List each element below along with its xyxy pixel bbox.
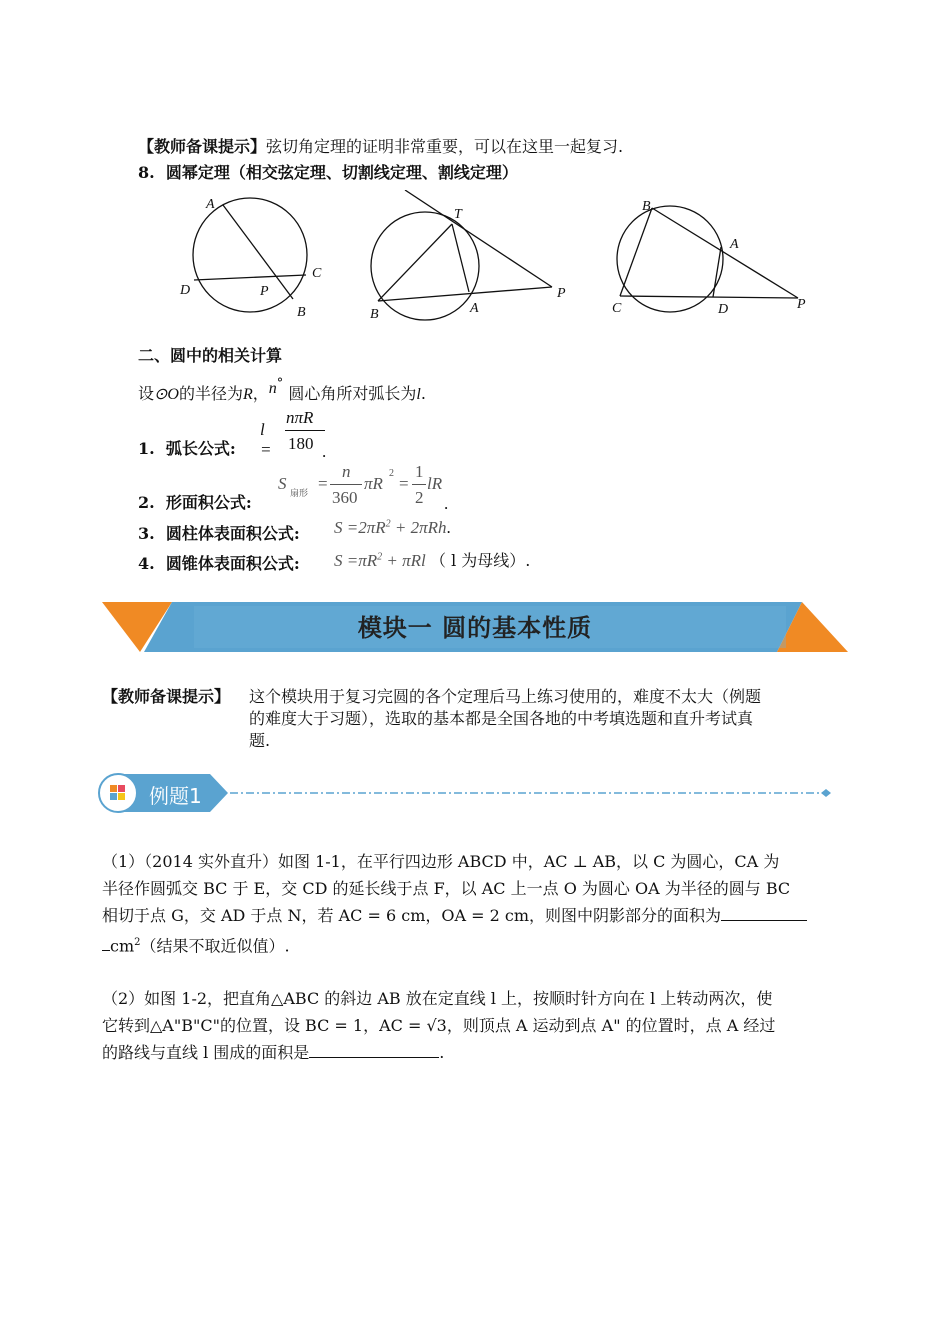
fig1-label-p: P bbox=[260, 284, 269, 299]
circle-power-figures bbox=[160, 190, 860, 330]
arc-formula-end: . bbox=[322, 442, 327, 461]
arc-formula-fraction-bar bbox=[285, 430, 325, 431]
sector-numerator-2: 1 bbox=[415, 462, 424, 481]
cylinder-area-formula bbox=[334, 518, 451, 538]
formula-3-number: 3. bbox=[138, 524, 155, 543]
cylinder-sup: 2 bbox=[385, 518, 391, 530]
problem-1-note: （结果不取近似值）. bbox=[140, 936, 290, 956]
problem-2-end: . bbox=[439, 1043, 445, 1062]
arc-formula-numerator: nπR bbox=[286, 408, 314, 427]
problem-2-line-3 bbox=[102, 1039, 862, 1066]
formula-2-label bbox=[138, 492, 252, 514]
arc-formula-denominator: 180 bbox=[288, 434, 314, 453]
sector-denominator-2: 2 bbox=[415, 488, 424, 507]
sector-denominator-1: 360 bbox=[332, 488, 358, 507]
problem-2-line-1: （2）如图 1-2，把直角△ABC 的斜边 AB 放在定直线 l 上，按顺时针方向在 l 上转动两次，使 bbox=[102, 989, 773, 1008]
fig1-label-b: B bbox=[297, 305, 306, 320]
problem-1-line-2: 半径作圆弧交 BC 于 E，交 CD 的延长线于点 F，以 AC 上一点 O 为圆心 OA 为半径的圆与 BC bbox=[102, 879, 791, 898]
intro-post: 圆心角所对弧长为 bbox=[288, 384, 417, 403]
fig3-label-c: C bbox=[612, 301, 622, 316]
cone-part-a: S =πR bbox=[334, 551, 378, 570]
intro-circle-o: ⊙O bbox=[154, 386, 179, 403]
cylinder-part-a: S =2πR bbox=[334, 518, 386, 537]
fig3-label-d: D bbox=[718, 302, 729, 317]
fig3-label-b: B bbox=[642, 199, 651, 214]
cone-note: （ l 为母线）. bbox=[429, 551, 531, 570]
problem-1-answer-blank[interactable] bbox=[721, 904, 807, 921]
cylinder-end: . bbox=[446, 518, 451, 537]
sector-eq-2: = bbox=[399, 474, 409, 493]
formula-4-number: 4. bbox=[138, 554, 155, 573]
intro-n: n bbox=[268, 380, 277, 397]
sector-fraction-bar-2 bbox=[412, 484, 426, 485]
problem-2-line-3-text: 的路线与直线 l 围成的面积是 bbox=[102, 1043, 310, 1062]
sector-sup: 2 bbox=[389, 468, 394, 479]
problem-1-line-4 bbox=[102, 929, 862, 959]
tip-label: 【教师备课提示】 bbox=[138, 137, 267, 156]
arc-formula-lhs: l = bbox=[260, 420, 272, 459]
section-8-title: 圆幂定理（相交弦定理、切割线定理、割线定理） bbox=[165, 163, 518, 182]
problem-1-line-1: （1）（2014 实外直升）如图 1-1，在平行四边形 ABCD 中，AC ⊥ AB，以 C 为圆心，CA 为 bbox=[102, 852, 780, 871]
fig2-label-p: P bbox=[557, 286, 566, 301]
fig2-label-t: T bbox=[454, 207, 462, 222]
intro-mid: 的半径为 bbox=[178, 384, 243, 403]
fig1-label-d: D bbox=[180, 283, 191, 298]
problem-1-unit-sup: 2 bbox=[134, 937, 141, 948]
tip-text: 弦切角定理的证明非常重要，可以在这里一起复习. bbox=[266, 137, 624, 156]
formula-4-text: 圆锥体表面积公式: bbox=[165, 554, 300, 573]
banner-title: 模块一 圆的基本性质 bbox=[357, 614, 593, 642]
cone-sup: 2 bbox=[377, 551, 383, 563]
sector-fraction-bar-1 bbox=[330, 484, 362, 485]
problem-2-answer-blank[interactable] bbox=[309, 1041, 439, 1058]
section-2-intro bbox=[138, 376, 426, 407]
sector-area-formula bbox=[278, 462, 458, 512]
formula-1-text: 弧长公式: bbox=[165, 439, 236, 458]
fig1-label-c: C bbox=[312, 266, 322, 281]
top-teacher-tip bbox=[138, 136, 623, 158]
sector-s: S bbox=[278, 474, 287, 493]
module-tip-line-1: 这个模块用于复习完圆的各个定理后马上练习使用的，难度不太大（例题 bbox=[249, 687, 762, 706]
sector-pi-r: πR bbox=[364, 474, 383, 493]
fig3-label-a: A bbox=[730, 237, 739, 252]
problem-1-answer-blank-tail bbox=[102, 934, 110, 951]
fig3-label-p: P bbox=[797, 297, 806, 312]
formula-3-text: 圆柱体表面积公式: bbox=[165, 524, 300, 543]
module-tip-line-2: 的难度大于习题），选取的基本都是全国各地的中考填选题和直升考试真 bbox=[249, 709, 754, 728]
problem-1-line-3-text: 相切于点 G，交 AD 于点 N，若 AC = 6 cm，OA = 2 cm，则图中阴影部分的面积为 bbox=[102, 906, 722, 925]
intro-comma: ， bbox=[252, 384, 269, 403]
section-8-number: 8. bbox=[138, 163, 155, 182]
problem-2 bbox=[102, 985, 862, 1066]
problem-1-unit: cm bbox=[110, 936, 135, 956]
problem-1-line-3 bbox=[102, 902, 862, 929]
sector-numerator-1: n bbox=[342, 462, 351, 481]
formula-1-label bbox=[138, 438, 236, 460]
fig2-label-b: B bbox=[370, 307, 379, 322]
formula-2-text: 形面积公式: bbox=[165, 493, 252, 512]
formula-2-number: 2. bbox=[138, 493, 155, 512]
formula-1-number: 1. bbox=[138, 439, 155, 458]
example-label: 例题1 bbox=[149, 784, 202, 808]
intro-degree: ° bbox=[276, 376, 284, 391]
cylinder-part-b: + 2πRh bbox=[390, 518, 447, 537]
sector-lr: lR bbox=[427, 474, 443, 493]
module-tip-label: 【教师备课提示】 bbox=[102, 687, 231, 706]
problem-1 bbox=[102, 848, 862, 959]
fig2-label-a: A bbox=[470, 301, 479, 316]
formula-3-label bbox=[138, 523, 300, 545]
section-8-heading bbox=[138, 162, 518, 184]
sector-end: . bbox=[444, 494, 449, 513]
cone-part-b: + πRl bbox=[382, 551, 426, 570]
sector-subscript: 扇形 bbox=[290, 488, 309, 498]
intro-l: l bbox=[416, 386, 421, 403]
cone-area-formula bbox=[334, 548, 530, 571]
formula-4-label bbox=[138, 553, 300, 575]
example-dash-end-diamond bbox=[821, 789, 831, 797]
intro-end: . bbox=[420, 384, 426, 403]
intro-pre: 设 bbox=[138, 384, 155, 403]
module-tip-line-3: 题. bbox=[249, 731, 271, 750]
fig1-label-a: A bbox=[206, 197, 215, 212]
problem-2-line-2: 它转到△A"B"C"的位置，设 BC = 1，AC = √3，则顶点 A 运动到点 A" 的位置时，点 A 经过 bbox=[102, 1016, 776, 1035]
intro-r: R bbox=[243, 386, 253, 403]
sector-eq-1: = bbox=[318, 474, 328, 493]
example-header bbox=[98, 772, 840, 814]
section-2-heading: 二、圆中的相关计算 bbox=[138, 346, 283, 365]
